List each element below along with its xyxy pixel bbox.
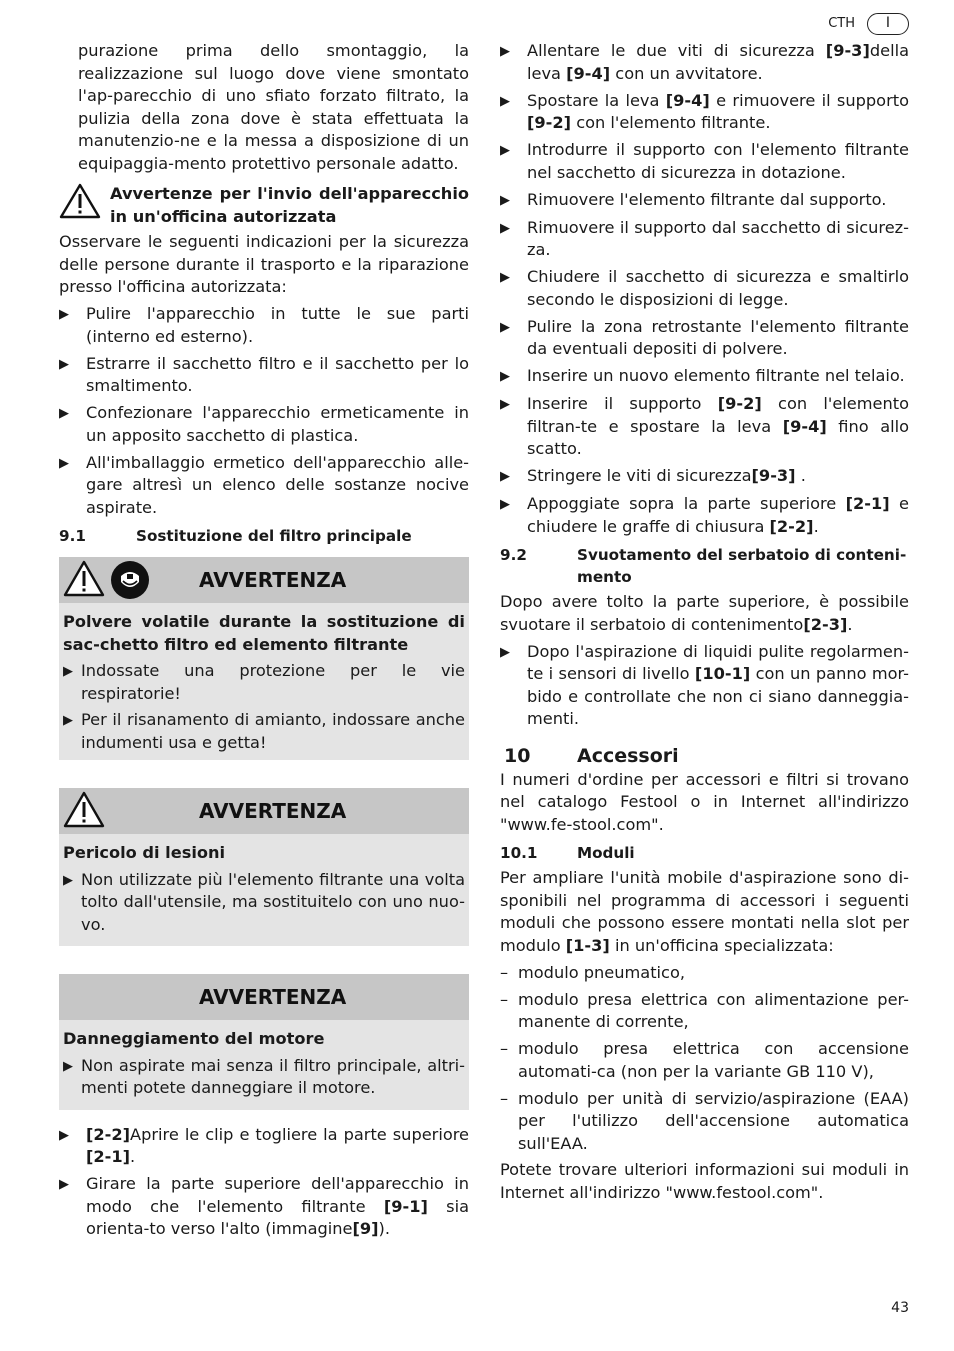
page-number: 43 bbox=[891, 1300, 909, 1316]
bullet-arrow-icon: ▶ bbox=[500, 497, 510, 512]
list-item: ▶ Introdurre il supporto con l'elemento filtrante nel sacchetto di sicurezza in dotazione. bbox=[500, 140, 909, 182]
language-badge: I bbox=[867, 13, 909, 35]
caution-title: Avvertenze per l'invio dell'apparecchio in un'officina autorizzata bbox=[110, 184, 469, 226]
warning-box-injury bbox=[59, 788, 469, 946]
respirator-mask-icon bbox=[109, 560, 151, 607]
list-item: – modulo presa elettrica con accensione automati-ca (non per la variante GB 110 V), bbox=[500, 1039, 909, 1081]
bullet-arrow-icon: ▶ bbox=[59, 307, 69, 322]
list-item: – modulo per unità di servizio/aspirazione (EAA) per l'utilizzo dell'accensione automatica sull'EAA. bbox=[500, 1088, 909, 1153]
list-item: ▶ Stringere le viti di sicurezza[9-3] . bbox=[500, 465, 909, 489]
filter-steps-list-continued bbox=[500, 40, 909, 538]
filter-steps-list bbox=[59, 1124, 469, 1241]
list-item: ▶ Per il risanamento di amianto, indossare anche indumenti usa e getta! bbox=[63, 710, 465, 752]
bullet-arrow-icon: ▶ bbox=[63, 1058, 73, 1074]
list-item: – modulo pneumatico, bbox=[500, 962, 685, 982]
list-item: ▶ Inserire un nuovo elemento filtrante nel telaio. bbox=[500, 365, 909, 389]
left-column bbox=[59, 40, 469, 1241]
list-item: ▶ Pulire l'apparecchio in tutte le sue parti (interno ed esterno). bbox=[59, 304, 469, 346]
list-item: ▶ Inserire il supporto [9-2] con l'elemento filtran-te e spostare la leva [9-4] fino allo scatto. bbox=[500, 394, 910, 458]
caution-text: Osservare le seguenti indicazioni per la sicurezza delle persone durante il trasporto e la riparazione presso l'officina autorizzata: bbox=[59, 232, 469, 296]
list-item: ▶ Allentare le due viti di sicurezza [9-3]della leva [9-4] con un avvitatore. bbox=[500, 41, 909, 83]
warning-box-dust bbox=[59, 557, 469, 760]
section-heading-10: 10 Accessori bbox=[504, 744, 679, 767]
bullet-arrow-icon: ▶ bbox=[63, 872, 73, 888]
bullet-arrow-icon: ▶ bbox=[500, 93, 510, 109]
warning-header bbox=[59, 557, 469, 603]
warning-header bbox=[59, 788, 469, 834]
list-item: ▶ Rimuovere il supporto dal sacchetto di sicurez-za. bbox=[500, 217, 909, 259]
paragraph-final: Potete trovare ulteriori informazioni sui moduli in Internet all'indirizzo "www.festool.com". bbox=[500, 1160, 909, 1202]
bullet-arrow-icon: ▶ bbox=[500, 319, 510, 335]
warning-title: AVVERTENZA bbox=[199, 798, 347, 823]
section-heading-9-2: 9.2 Svuotamento del serbatoio di conteni-mento bbox=[500, 546, 907, 586]
bullet-arrow-icon: ▶ bbox=[63, 664, 73, 679]
warning-subtitle: Pericolo di lesioni bbox=[63, 843, 226, 862]
warning-header bbox=[59, 974, 469, 1020]
bullet-arrow-icon: ▶ bbox=[500, 369, 510, 384]
caution-block bbox=[59, 183, 469, 228]
list-item: ▶ Appoggiate sopra la parte superiore [2-1] e chiudere le graffe di chiusura [2-2]. bbox=[500, 494, 909, 536]
warning-subtitle: Danneggiamento del motore bbox=[63, 1029, 325, 1048]
shipping-steps-list bbox=[59, 303, 469, 519]
list-item: ▶ [2-2]Aprire le clip e togliere la parte superiore [2-1]. bbox=[59, 1124, 469, 1166]
intro-paragraph: purazione prima dello smontaggio, la realizzazione sul luogo dove viene smontato l'ap-parecchio di uno sfiato forzato filtrato, la pulizia della zona dove è stata effettuata la manutenzio-ne e la messa a disposizione di un equipaggia-mento protettivo personale adatto. bbox=[78, 41, 469, 173]
bullet-arrow-icon: ▶ bbox=[500, 469, 510, 484]
list-item: ▶ Non utilizzate più l'elemento filtrante una volta tolto dall'utensile, ma sostituitelo con uno nuo-vo. bbox=[63, 869, 465, 934]
bullet-arrow-icon: ▶ bbox=[63, 713, 73, 728]
bullet-arrow-icon: ▶ bbox=[500, 397, 510, 412]
warning-triangle-icon bbox=[63, 560, 105, 607]
bullet-arrow-icon: ▶ bbox=[59, 406, 69, 421]
bullet-arrow-icon: ▶ bbox=[59, 1177, 69, 1192]
paragraph-9-2: Dopo avere tolto la parte superiore, è possibile svuotare il serbatoio di contenimento[2-3]. bbox=[500, 592, 909, 634]
list-item: ▶ Pulire la zona retrostante l'elemento filtrante da eventuali depositi di polvere. bbox=[500, 316, 909, 358]
bullet-arrow-icon: ▶ bbox=[500, 270, 510, 285]
paragraph-10: I numeri d'ordine per accessori e filtri si trovano nel catalogo Festool o in Internet all'indirizzo "www.fe-stool.com". bbox=[500, 769, 909, 834]
modules-list bbox=[500, 962, 909, 1156]
bullet-arrow-icon: ▶ bbox=[59, 1127, 69, 1143]
list-item: ▶ Rimuovere l'elemento filtrante dal supporto. bbox=[500, 189, 909, 213]
bullet-arrow-icon: ▶ bbox=[59, 455, 69, 471]
page-header bbox=[828, 13, 909, 36]
list-item: ▶ Spostare la leva [9-4] e rimuovere il supporto [9-2] con l'elemento filtrante. bbox=[500, 90, 909, 132]
warning-title: AVVERTENZA bbox=[199, 567, 347, 592]
list-item: ▶ Indossate una protezione per le vie respiratorie! bbox=[63, 661, 465, 703]
warning-subtitle: Polvere volatile durante la sostituzione di sac-chetto filtro ed elemento filtrante bbox=[63, 612, 465, 654]
warning-triangle-icon bbox=[59, 183, 110, 228]
section-heading-10-1: 10.1 Moduli bbox=[500, 844, 635, 862]
list-item: ▶ Girare la parte superiore dell'apparecchio in modo che l'elemento filtrante [9-1] sia orienta-to verso l'alto (immagine[9]). bbox=[59, 1174, 469, 1238]
list-item: ▶ Chiudere il sacchetto di sicurezza e smaltirlo secondo le disposizioni di legge. bbox=[500, 267, 909, 309]
section-heading-9-1: 9.1 Sostituzione del filtro principale bbox=[59, 527, 412, 545]
list-item: – modulo presa elettrica con alimentazione per-manente di corrente, bbox=[500, 989, 909, 1031]
list-item: ▶ Non aspirate mai senza il filtro principale, altri-menti potete danneggiare il motore. bbox=[63, 1055, 465, 1097]
bullet-arrow-icon: ▶ bbox=[500, 644, 510, 660]
list-item: ▶ All'imballaggio ermetico dell'apparecchio alle-gare altresì un elenco delle sostanze nocive aspirate. bbox=[59, 452, 469, 517]
bullet-arrow-icon: ▶ bbox=[500, 143, 510, 158]
bullet-arrow-icon: ▶ bbox=[500, 220, 510, 236]
warning-triangle-icon bbox=[63, 791, 105, 836]
bullet-arrow-icon: ▶ bbox=[500, 192, 510, 208]
warning-box-motor bbox=[59, 974, 469, 1110]
paragraph-10-1: Per ampliare l'unità mobile d'aspirazione sono di-sponibili nel programma di accessori i seguenti moduli che possono essere montati nella slot per modulo [1-3] in un'officina specializzata: bbox=[500, 868, 909, 955]
list-item: ▶ Estrarre il sacchetto filtro e il sacchetto per lo smaltimento. bbox=[59, 353, 469, 395]
right-column bbox=[500, 40, 909, 1204]
bullet-arrow-icon: ▶ bbox=[500, 44, 510, 59]
warning-title: AVVERTENZA bbox=[199, 984, 347, 1009]
model-label: CTH bbox=[828, 16, 855, 31]
list-item: ▶ Dopo l'aspirazione di liquidi pulite regolarmen-te i sensori di livello [10-1] con un panno mor-bido e controllate che non ci siano danneggia-menti. bbox=[500, 641, 909, 728]
list-item: ▶ Confezionare l'apparecchio ermeticamente in un apposito sacchetto di plastica. bbox=[59, 403, 469, 445]
bullet-arrow-icon: ▶ bbox=[59, 356, 69, 372]
